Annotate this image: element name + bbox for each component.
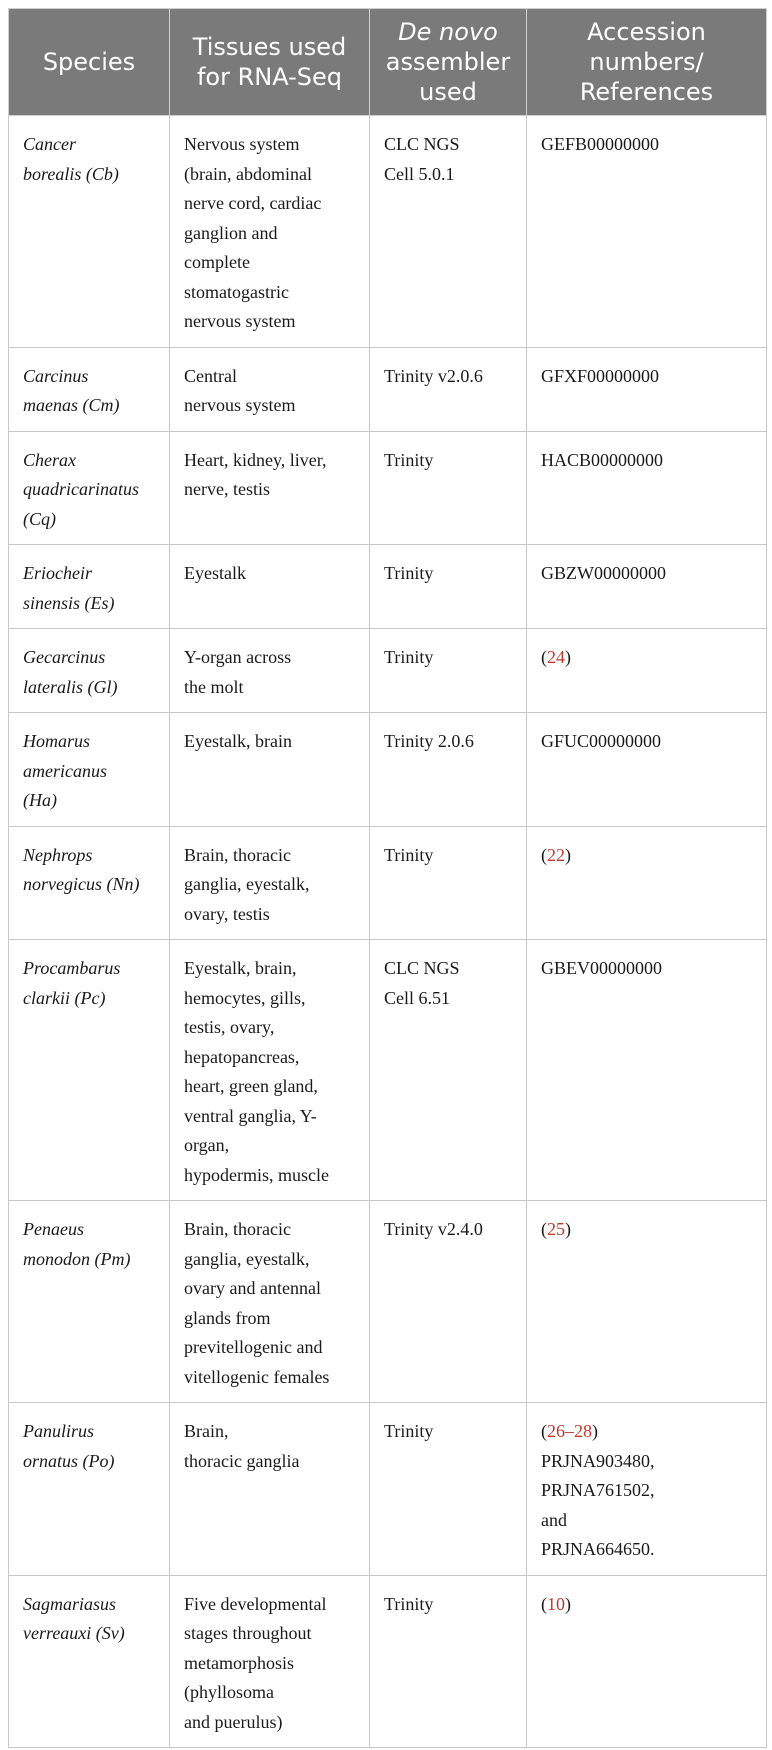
table-row — [9, 629, 767, 713]
cell-line: norvegicus (Nn) — [23, 874, 140, 894]
cell-line: Penaeus — [23, 1219, 84, 1239]
cell-line: glands from — [184, 1307, 271, 1328]
reference-citation: (10) — [541, 1593, 571, 1614]
tissues-cell — [170, 1201, 370, 1403]
species-table — [8, 8, 767, 1748]
assembler-cell — [370, 545, 527, 629]
accession-cell — [527, 545, 767, 629]
cell-line: borealis (Cb) — [23, 163, 119, 184]
table-row — [9, 1201, 767, 1403]
cell-line: ganglion and — [184, 222, 278, 243]
tissues-cell — [170, 347, 370, 431]
header-tissues: Tissues used for RNA-Seq — [170, 9, 370, 116]
cell-line: Trinity v2.4.0 — [384, 1219, 483, 1239]
reference-citation: (25) — [541, 1219, 571, 1239]
species-cell — [9, 545, 170, 629]
cell-line: monodon (Pm) — [23, 1248, 131, 1269]
assembler-cell — [370, 629, 527, 713]
cell-line: GEFB00000000 — [541, 134, 660, 154]
cell-line: Procambarus — [23, 958, 121, 978]
reference-link[interactable]: 26–28 — [547, 1421, 592, 1441]
tissues-cell — [170, 629, 370, 713]
cell-line: (phyllosoma — [184, 1682, 274, 1702]
cell-line: GBEV00000000 — [541, 958, 662, 978]
cell-line: clarkii (Pc) — [23, 987, 106, 1008]
accession-cell — [527, 1575, 767, 1748]
cell-line: Eyestalk — [184, 563, 246, 583]
cell-line: Trinity — [384, 449, 434, 470]
cell-line: Trinity — [384, 563, 434, 583]
cell-line: Trinity — [384, 844, 434, 865]
species-cell — [9, 629, 170, 713]
assembler-cell — [370, 940, 527, 1201]
reference-link[interactable]: 25 — [547, 1219, 565, 1239]
assembler-cell — [370, 1403, 527, 1576]
cell-line: and puerulus) — [184, 1711, 283, 1732]
accession-cell — [527, 826, 767, 940]
cell-line: CLC NGS — [384, 958, 460, 978]
accession-cell — [527, 431, 767, 545]
tissues-cell — [170, 713, 370, 827]
cell-line: Eyestalk, brain — [184, 731, 292, 751]
accession-cell — [527, 713, 767, 827]
cell-line: Cherax — [23, 449, 76, 470]
cell-line: verreauxi (Sv) — [23, 1623, 125, 1643]
table-row — [9, 1575, 767, 1748]
species-cell — [9, 826, 170, 940]
cell-line: PRJNA761502, — [541, 1480, 655, 1500]
accession-cell — [527, 629, 767, 713]
accession-cell — [527, 1201, 767, 1403]
cell-line: hemocytes, gills, — [184, 987, 306, 1008]
table-row — [9, 1403, 767, 1576]
cell-line: metamorphosis — [184, 1652, 294, 1673]
tissues-cell — [170, 1575, 370, 1748]
cell-line: Brain, thoracic — [184, 1219, 291, 1239]
cell-line: previtellogenic and — [184, 1337, 323, 1357]
tissues-cell — [170, 826, 370, 940]
cell-line: nerve cord, cardiac — [184, 193, 322, 213]
reference-citation: (26–28) — [541, 1421, 598, 1441]
reference-citation: (24) — [541, 647, 571, 667]
cell-line: heart, green gland, — [184, 1076, 318, 1096]
assembler-cell — [370, 116, 527, 348]
accession-cell — [527, 116, 767, 348]
assembler-cell — [370, 713, 527, 827]
assembler-cell — [370, 347, 527, 431]
cell-line: Trinity 2.0.6 — [384, 731, 474, 751]
species-cell — [9, 713, 170, 827]
species-cell — [9, 431, 170, 545]
cell-line: ornatus (Po) — [23, 1450, 115, 1471]
cell-line: Cell 6.51 — [384, 987, 450, 1008]
species-cell — [9, 1575, 170, 1748]
cell-line: Central — [184, 365, 237, 386]
cell-line: Brain, — [184, 1421, 229, 1441]
cell-line: Panulirus — [23, 1421, 95, 1441]
table-row — [9, 940, 767, 1201]
cell-line: ovary, testis — [184, 903, 270, 924]
cell-line: ganglia, eyestalk, — [184, 874, 310, 894]
cell-line: ovary and antennal — [184, 1278, 321, 1298]
cell-line: GFUC00000000 — [541, 731, 662, 751]
cell-line: testis, ovary, — [184, 1017, 275, 1037]
tissues-cell — [170, 1403, 370, 1576]
cell-line: (Cq) — [23, 508, 56, 529]
header-row — [9, 9, 767, 116]
table-row — [9, 545, 767, 629]
table-row — [9, 826, 767, 940]
cell-line: Trinity — [384, 1421, 434, 1441]
cell-line: Homarus — [23, 731, 91, 751]
cell-line: nervous system — [184, 395, 296, 415]
table-row — [9, 431, 767, 545]
species-cell — [9, 1403, 170, 1576]
cell-line: Cancer — [23, 134, 76, 154]
accession-cell — [527, 1403, 767, 1576]
table-body — [9, 116, 767, 1748]
cell-line: Cell 5.0.1 — [384, 163, 455, 184]
table-row — [9, 116, 767, 348]
cell-line: Nephrops — [23, 844, 93, 865]
cell-line: PRJNA903480, — [541, 1450, 655, 1471]
tissues-cell — [170, 116, 370, 348]
accession-cell — [527, 940, 767, 1201]
header-species: Species — [9, 9, 170, 116]
cell-line: Gecarcinus — [23, 647, 106, 667]
species-cell — [9, 940, 170, 1201]
cell-line: nerve, testis — [184, 479, 270, 499]
cell-line: Brain, thoracic — [184, 844, 291, 865]
cell-line: ventral ganglia, Y- — [184, 1105, 317, 1126]
cell-line: PRJNA664650. — [541, 1539, 655, 1559]
cell-line: Trinity v2.0.6 — [384, 365, 483, 386]
cell-line: CLC NGS — [384, 134, 460, 154]
cell-line: stages throughout — [184, 1623, 312, 1643]
accession-cell — [527, 347, 767, 431]
cell-line: complete — [184, 252, 250, 272]
cell-line: (brain, abdominal — [184, 163, 312, 184]
reference-link[interactable]: 10 — [547, 1593, 565, 1614]
table-row — [9, 347, 767, 431]
cell-line: Five developmental — [184, 1593, 327, 1614]
cell-line: sinensis (Es) — [23, 592, 115, 613]
cell-line: the molt — [184, 676, 244, 697]
tissues-cell — [170, 940, 370, 1201]
cell-line: and — [541, 1509, 567, 1530]
cell-line: Sagmariasus — [23, 1593, 117, 1614]
cell-line: Eriocheir — [23, 563, 92, 583]
reference-link[interactable]: 22 — [547, 844, 565, 865]
cell-line: hypodermis, muscle — [184, 1164, 329, 1185]
reference-link[interactable]: 24 — [547, 647, 565, 667]
table-row — [9, 713, 767, 827]
table-header — [9, 9, 767, 116]
assembler-cell — [370, 826, 527, 940]
reference-citation: (22) — [541, 844, 571, 865]
cell-line: Trinity — [384, 647, 434, 667]
cell-line: Y-organ across — [184, 647, 292, 667]
species-cell — [9, 116, 170, 348]
cell-line: (Ha) — [23, 790, 57, 810]
cell-line: stomatogastric — [184, 281, 289, 302]
cell-line: quadricarinatus — [23, 479, 140, 499]
cell-line: lateralis (Gl) — [23, 676, 118, 697]
cell-line: Carcinus — [23, 365, 89, 386]
cell-line: vitellogenic females — [184, 1366, 330, 1387]
cell-line: Nervous system — [184, 134, 300, 154]
cell-line: HACB00000000 — [541, 449, 664, 470]
assembler-cell — [370, 1201, 527, 1403]
species-cell — [9, 1201, 170, 1403]
cell-line: nervous system — [184, 311, 296, 331]
cell-line: hepatopancreas, — [184, 1046, 300, 1067]
cell-line: GFXF00000000 — [541, 365, 660, 386]
assembler-cell — [370, 1575, 527, 1748]
assembler-cell — [370, 431, 527, 545]
cell-line: maenas (Cm) — [23, 395, 120, 415]
header-assembler: De novo assembler used — [370, 9, 527, 116]
cell-line: Trinity — [384, 1593, 434, 1614]
cell-line: thoracic ganglia — [184, 1450, 300, 1471]
cell-line: americanus — [23, 760, 107, 781]
cell-line: ganglia, eyestalk, — [184, 1248, 310, 1269]
tissues-cell — [170, 431, 370, 545]
tissues-cell — [170, 545, 370, 629]
cell-line: GBZW00000000 — [541, 563, 666, 583]
cell-line: Eyestalk, brain, — [184, 958, 297, 978]
header-accession: Accession numbers/ References — [527, 9, 767, 116]
species-cell — [9, 347, 170, 431]
cell-line: organ, — [184, 1135, 230, 1155]
cell-line: Heart, kidney, liver, — [184, 449, 327, 470]
